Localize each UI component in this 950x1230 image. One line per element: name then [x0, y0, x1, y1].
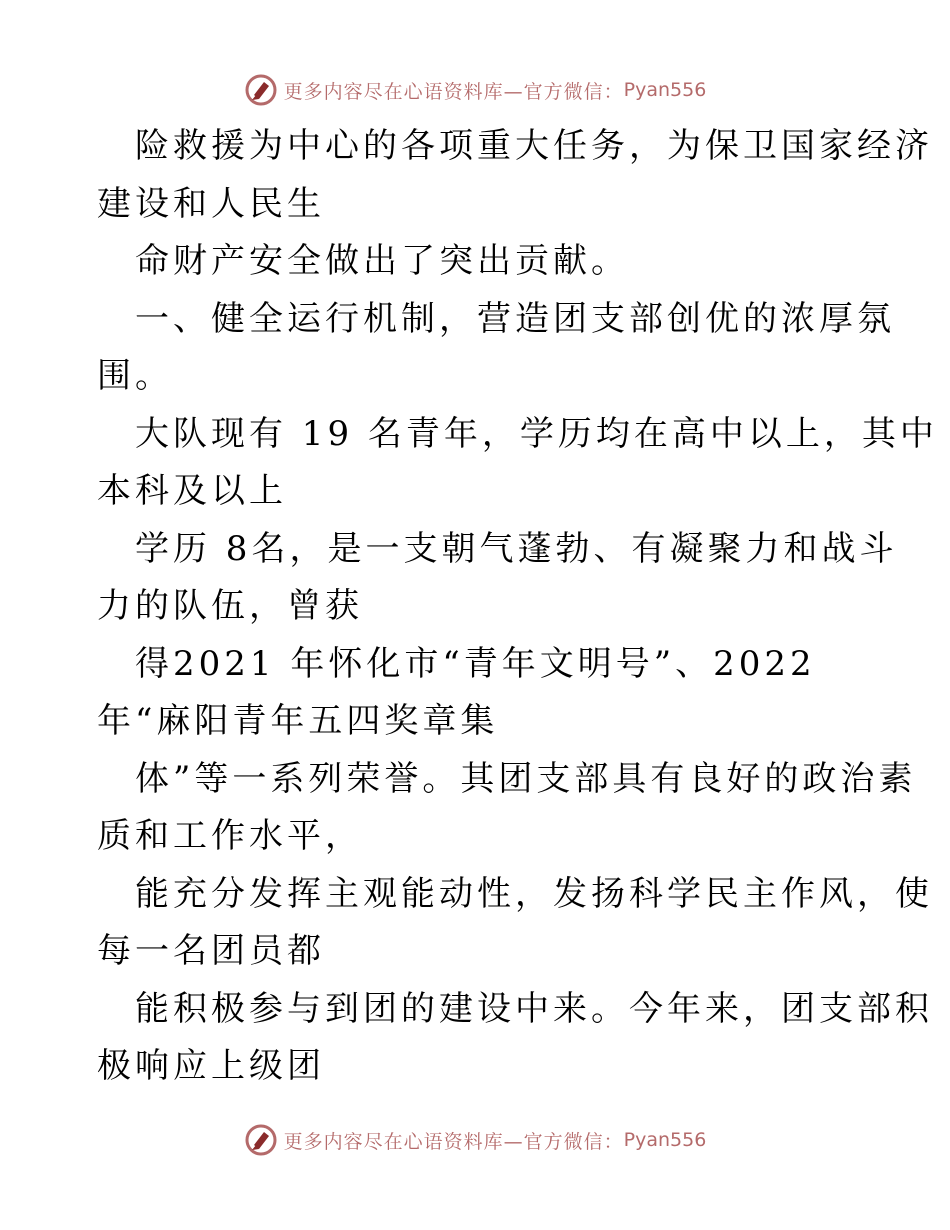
- watermark-wechat-id: Pyan556: [623, 1129, 707, 1151]
- body-line: 每一名团员都: [97, 931, 325, 971]
- body-line: 建设和人民生: [97, 183, 325, 224]
- body-line: 极响应上级团: [97, 1046, 325, 1086]
- body-line: 命财产安全做出了突出贡献。: [135, 241, 629, 281]
- body-line: 一、健全运行机制，营造团支部创优的浓厚氛: [135, 298, 895, 339]
- library-logo-icon: [244, 1123, 278, 1157]
- header-watermark: [0, 70, 950, 110]
- body-line: 质和工作水平，: [97, 816, 363, 856]
- watermark-text: 更多内容尽在心语资料库—官方微信：: [283, 1130, 624, 1153]
- body-line: 力的队伍，曾获: [97, 586, 363, 626]
- body-line: 学历 8名，是一支朝气蓬勃、有凝聚力和战斗: [135, 528, 898, 569]
- library-logo-icon: [244, 73, 278, 107]
- body-line: 能积极参与到团的建设中来。今年来，团支部积: [135, 988, 933, 1029]
- body-line: 体”等一系列荣誉。其团支部具有良好的政治素: [135, 758, 917, 799]
- body-line: 围。: [97, 356, 173, 396]
- watermark-text: 更多内容尽在心语资料库—官方微信：: [283, 80, 624, 103]
- document-body: [97, 118, 938, 1096]
- footer-watermark: [0, 1120, 950, 1160]
- body-line: 险救援为中心的各项重大任务，为保卫国家经济: [135, 126, 933, 166]
- body-line: 本科及以上: [97, 471, 287, 511]
- watermark-wechat-id: Pyan556: [623, 79, 707, 101]
- body-line: 大队现有 19 名青年，学历均在高中以上，其中: [135, 413, 938, 454]
- body-line: 能充分发挥主观能动性，发扬科学民主作风，使: [135, 873, 933, 914]
- body-line: 年“麻阳青年五四奖章集: [97, 701, 499, 741]
- body-line: 得2021 年怀化市“青年文明号”、2022: [135, 643, 816, 684]
